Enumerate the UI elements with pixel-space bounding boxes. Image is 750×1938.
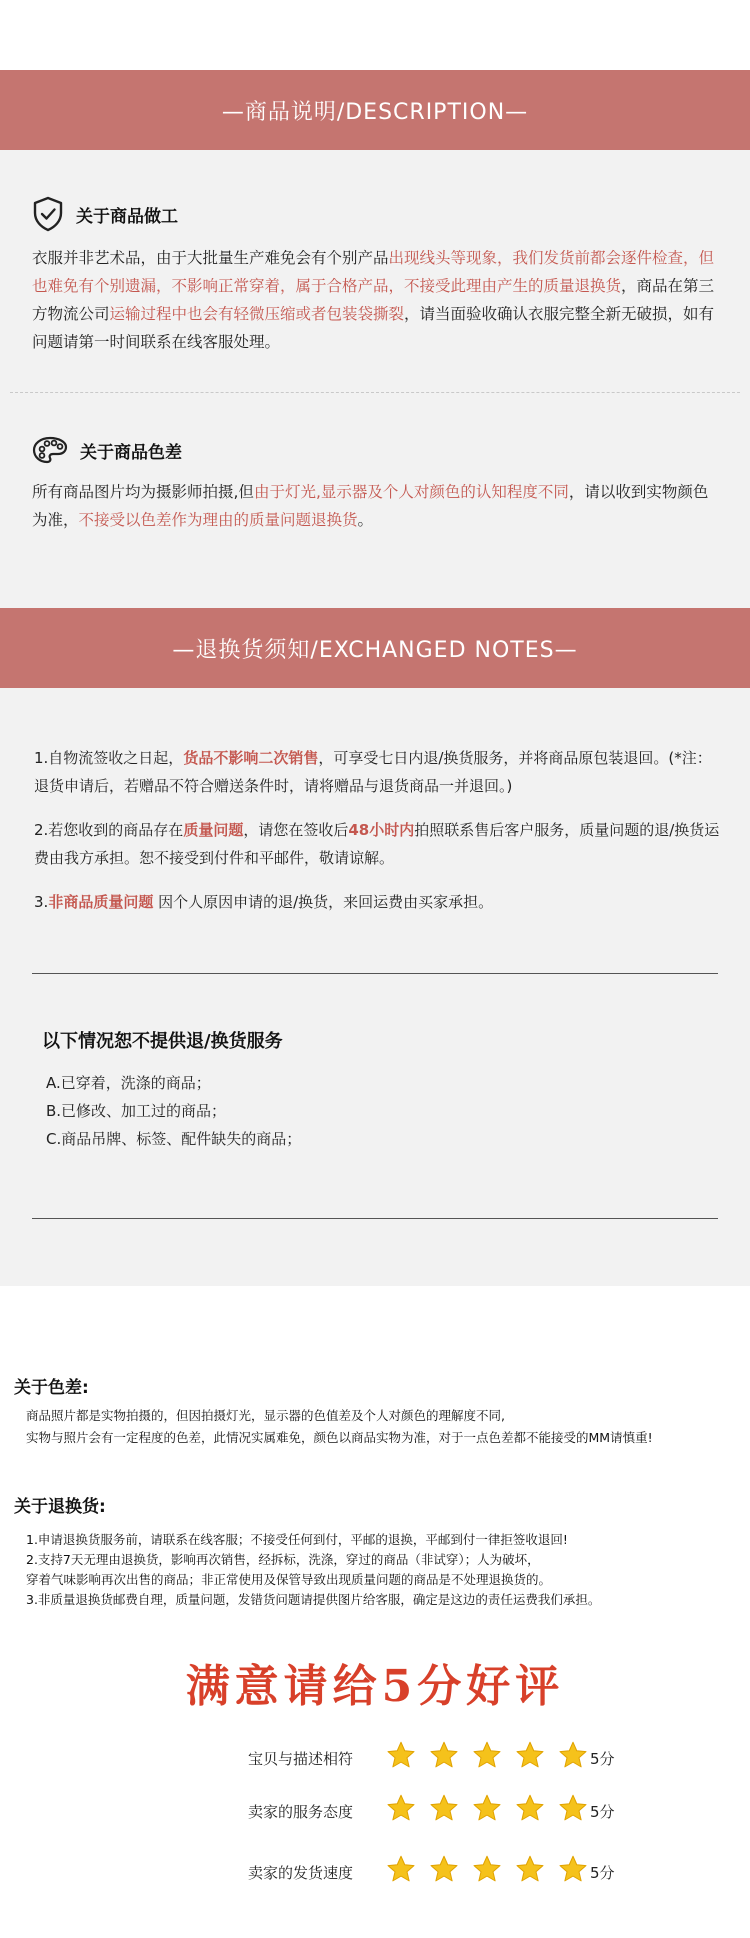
note-2-highlight-2: 48小时内	[348, 821, 415, 839]
exchange-banner-title: —退换货须知/EXCHANGED NOTES—	[172, 637, 578, 663]
exchange-note-3	[34, 888, 724, 916]
color-heading	[32, 430, 182, 470]
rating-stars	[386, 1740, 588, 1770]
exchange-banner	[0, 608, 750, 688]
section-divider	[10, 392, 740, 393]
exclusions-bottom-rule	[32, 1218, 718, 1219]
star-icon	[429, 1740, 459, 1770]
color-diff-line: 实物与照片会有一定程度的色差，此情况实属难免，颜色以商品实物为准，对于一点色差都不能接受的MM请慎重!	[26, 1430, 653, 1445]
returns-line: 3.非质量退换货邮费自理，质量问题，发错货问题请提供图片给客服，确定是这边的责任运费我们承担。	[26, 1592, 601, 1607]
note-2-text-2: ，请您在签收后	[243, 821, 349, 839]
exchange-note-2	[34, 816, 724, 872]
note-2-text-1: 2.若您收到的商品存在	[34, 821, 184, 839]
rating-stars	[386, 1793, 588, 1823]
exclusions-title: 以下情况恕不提供退/换货服务	[42, 1031, 283, 1052]
star-icon	[386, 1793, 416, 1823]
color-diff-line: 商品照片都是实物拍摄的，但因拍摄灯光，显示器的色值差及个人对颜色的理解度不同,	[26, 1408, 505, 1423]
note-1-highlight: 货品不影响二次销售	[183, 749, 319, 767]
rating-label: 卖家的服务态度	[248, 1803, 354, 1821]
workmanship-text-3: ，请当面验收确认衣服完整全新无破损，如有问题请第一时间联系在线客服处理。	[32, 305, 715, 351]
description-banner	[0, 70, 750, 150]
shield-check-icon	[32, 196, 64, 232]
rating-label: 卖家的发货速度	[248, 1864, 354, 1882]
star-icon	[515, 1854, 545, 1884]
color-text	[32, 478, 722, 534]
workmanship-text-highlight-2: 运输过程中也会有轻微压缩或者包装袋撕裂	[109, 305, 405, 323]
star-icon	[515, 1740, 545, 1770]
returns-line: 2.支持7天无理由退换货，影响再次销售，经拆标，洗涤，穿过的商品（非试穿）；人为破坏，	[26, 1552, 540, 1567]
color-text-1: 所有商品图片均为摄影师拍摄,但	[32, 483, 254, 501]
note-1-text-2: ，可享受七日内退/换货服务，并将商品原包装退回。(*注：退货申请后，若赠品不符合赠送条件时，请将赠品与退货商品一并退回。)	[34, 749, 712, 795]
workmanship-heading	[32, 194, 178, 234]
workmanship-text-highlight-1: 出现线头等现象，我们发货前都会逐件检查，但也难免有个别遗漏，不影响正常穿着，属于合格产品，不接受此理由产生的质量退换货	[32, 249, 715, 295]
rating-score: 5分	[590, 1864, 615, 1882]
palette-icon	[32, 435, 68, 465]
star-icon	[515, 1793, 545, 1823]
note-2-highlight-1: 质量问题	[183, 821, 244, 839]
color-text-2: ，请以收到实物颜色为准，	[32, 483, 709, 529]
color-text-highlight-1: 由于灯光,显示器及个人对颜色的认知程度不同	[253, 483, 569, 501]
star-icon	[429, 1854, 459, 1884]
star-icon	[558, 1793, 588, 1823]
star-icon	[386, 1854, 416, 1884]
exclusions-top-rule	[32, 973, 718, 974]
description-banner-title: —商品说明/DESCRIPTION—	[221, 99, 529, 125]
rating-row	[0, 1791, 750, 1831]
star-icon	[558, 1740, 588, 1770]
rating-row	[0, 1738, 750, 1778]
rating-score: 5分	[590, 1803, 615, 1821]
exclusion-item: A.已穿着，洗涤的商品；	[46, 1074, 211, 1092]
exchange-panel	[0, 608, 750, 1286]
star-icon	[429, 1793, 459, 1823]
star-icon	[472, 1740, 502, 1770]
color-title: 关于商品色差	[80, 442, 182, 463]
star-icon	[472, 1793, 502, 1823]
star-icon	[386, 1740, 416, 1770]
note-3-text-1: 3.	[34, 893, 49, 911]
color-diff-title: 关于色差:	[14, 1378, 89, 1398]
rating-row	[0, 1852, 750, 1892]
workmanship-text	[32, 244, 722, 356]
returns-line: 穿着气味影响再次出售的商品；非正常使用及保管导致出现质量问题的商品是不处理退换货的。	[26, 1572, 552, 1587]
rating-label: 宝贝与描述相符	[248, 1750, 354, 1768]
exclusion-item: B.已修改、加工过的商品；	[46, 1102, 227, 1120]
color-text-3: 。	[357, 511, 374, 529]
star-icon	[472, 1854, 502, 1884]
note-3-highlight: 非商品质量问题	[48, 893, 154, 911]
note-1-text-1: 1.自物流签收之日起，	[34, 749, 184, 767]
note-3-text-2: 因个人原因申请的退/换货，来回运费由买家承担。	[153, 893, 494, 911]
rating-score: 5分	[590, 1750, 615, 1768]
star-icon	[558, 1854, 588, 1884]
returns-line: 1.申请退换货服务前，请联系在线客服；不接受任何到付，平邮的退换，平邮到付一律拒签收退回!	[26, 1532, 568, 1547]
rating-title: 满意请给5分好评	[185, 1661, 565, 1712]
workmanship-text-1: 衣服并非艺术品，由于大批量生产难免会有个别产品	[32, 249, 389, 267]
returns-title: 关于退换货:	[14, 1497, 106, 1517]
exclusion-item: C.商品吊牌、标签、配件缺失的商品；	[46, 1130, 302, 1148]
workmanship-title: 关于商品做工	[76, 206, 178, 227]
workmanship-text-2: ，商品在第三方物流公司	[32, 277, 715, 323]
color-text-highlight-2: 不接受以色差作为理由的质量问题退换货	[78, 511, 358, 529]
exchange-note-1	[34, 744, 724, 800]
rating-stars	[386, 1854, 588, 1884]
note-2-text-3: 拍照联系售后客户服务，质量问题的退/换货运费由我方承担。恕不接受到付件和平邮件，敬请谅解。	[34, 821, 720, 867]
